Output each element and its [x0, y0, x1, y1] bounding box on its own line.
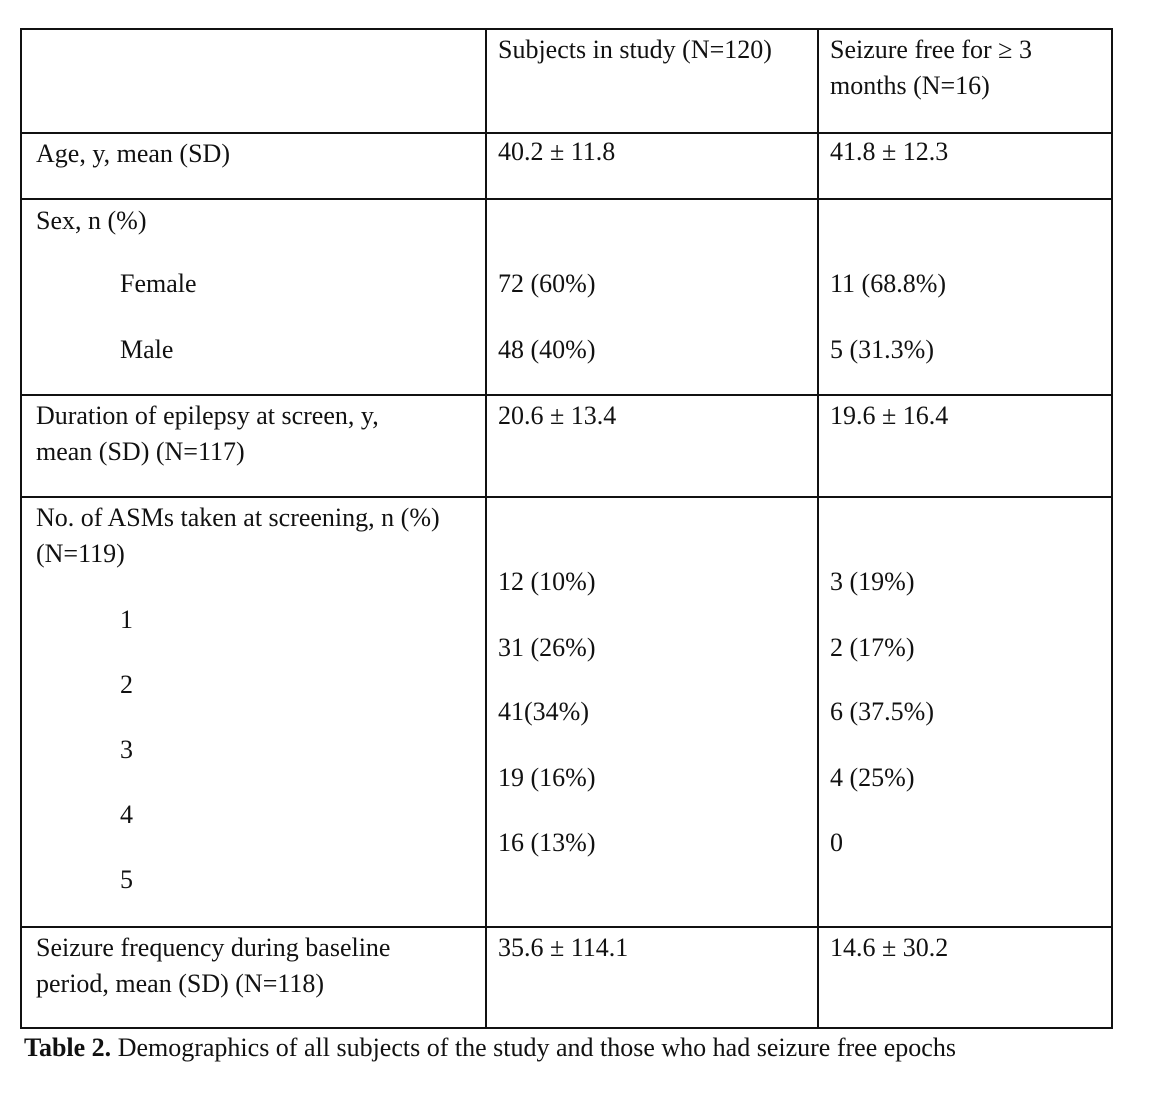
- row-divider: [22, 926, 1111, 928]
- asms-study-value: 19 (16%): [498, 763, 596, 792]
- header-seizure-free-line1: Seizure free for ≥ 3: [830, 35, 1032, 64]
- age-label: Age, y, mean (SD): [36, 139, 230, 168]
- asms-study-value: 12 (10%): [498, 567, 596, 596]
- female-seizure-free-value: 11 (68.8%): [830, 269, 947, 298]
- caption-label: Table 2.: [24, 1033, 112, 1062]
- table-caption: [24, 1030, 956, 1066]
- duration-label-line1: Duration of epilepsy at screen, y,: [36, 401, 379, 430]
- asms-label-line1: No. of ASMs taken at screening, n (%): [36, 503, 440, 532]
- asms-study-value: 16 (13%): [498, 828, 596, 857]
- asms-seizure-free-value: 2 (17%): [830, 633, 915, 662]
- male-seizure-free-value: 5 (31.3%): [830, 335, 934, 364]
- caption-text: Demographics of all subjects of the study and those who had seizure free epochs: [111, 1033, 956, 1062]
- asms-label-line2: (N=119): [36, 539, 125, 568]
- asms-seizure-free-value: 6 (37.5%): [830, 697, 934, 726]
- duration-study-value: 20.6 ± 13.4: [498, 401, 617, 430]
- asms-seizure-free-value: 0: [830, 828, 843, 857]
- sex-label: Sex, n (%): [36, 206, 147, 235]
- female-study-value: 72 (60%): [498, 269, 596, 298]
- male-label: Male: [120, 335, 174, 364]
- age-study-value: 40.2 ± 11.8: [498, 137, 616, 166]
- column-divider: [485, 30, 487, 1027]
- demographics-table: [20, 28, 1113, 1029]
- female-label: Female: [120, 269, 197, 298]
- asms-seizure-free-value: 4 (25%): [830, 763, 915, 792]
- frequency-seizure-free-value: 14.6 ± 30.2: [830, 933, 949, 962]
- asms-count-label: 1: [120, 605, 133, 634]
- column-divider: [817, 30, 819, 1027]
- frequency-label-line1: Seizure frequency during baseline: [36, 933, 391, 962]
- asms-count-label: 2: [120, 670, 133, 699]
- row-divider: [22, 198, 1111, 200]
- duration-seizure-free-value: 19.6 ± 16.4: [830, 401, 949, 430]
- frequency-label-line2: period, mean (SD) (N=118): [36, 969, 325, 998]
- row-divider: [22, 496, 1111, 498]
- row-divider: [22, 394, 1111, 396]
- male-study-value: 48 (40%): [498, 335, 596, 364]
- asms-study-value: 41(34%): [498, 697, 589, 726]
- header-seizure-free-line2: months (N=16): [830, 71, 990, 100]
- asms-count-label: 5: [120, 865, 133, 894]
- asms-seizure-free-value: 3 (19%): [830, 567, 915, 596]
- header-subjects-in-study: Subjects in study (N=120): [498, 35, 772, 64]
- age-seizure-free-value: 41.8 ± 12.3: [830, 137, 949, 166]
- duration-label-line2: mean (SD) (N=117): [36, 437, 245, 466]
- frequency-study-value: 35.6 ± 114.1: [498, 933, 629, 962]
- asms-count-label: 4: [120, 800, 133, 829]
- asms-count-label: 3: [120, 735, 133, 764]
- asms-study-value: 31 (26%): [498, 633, 596, 662]
